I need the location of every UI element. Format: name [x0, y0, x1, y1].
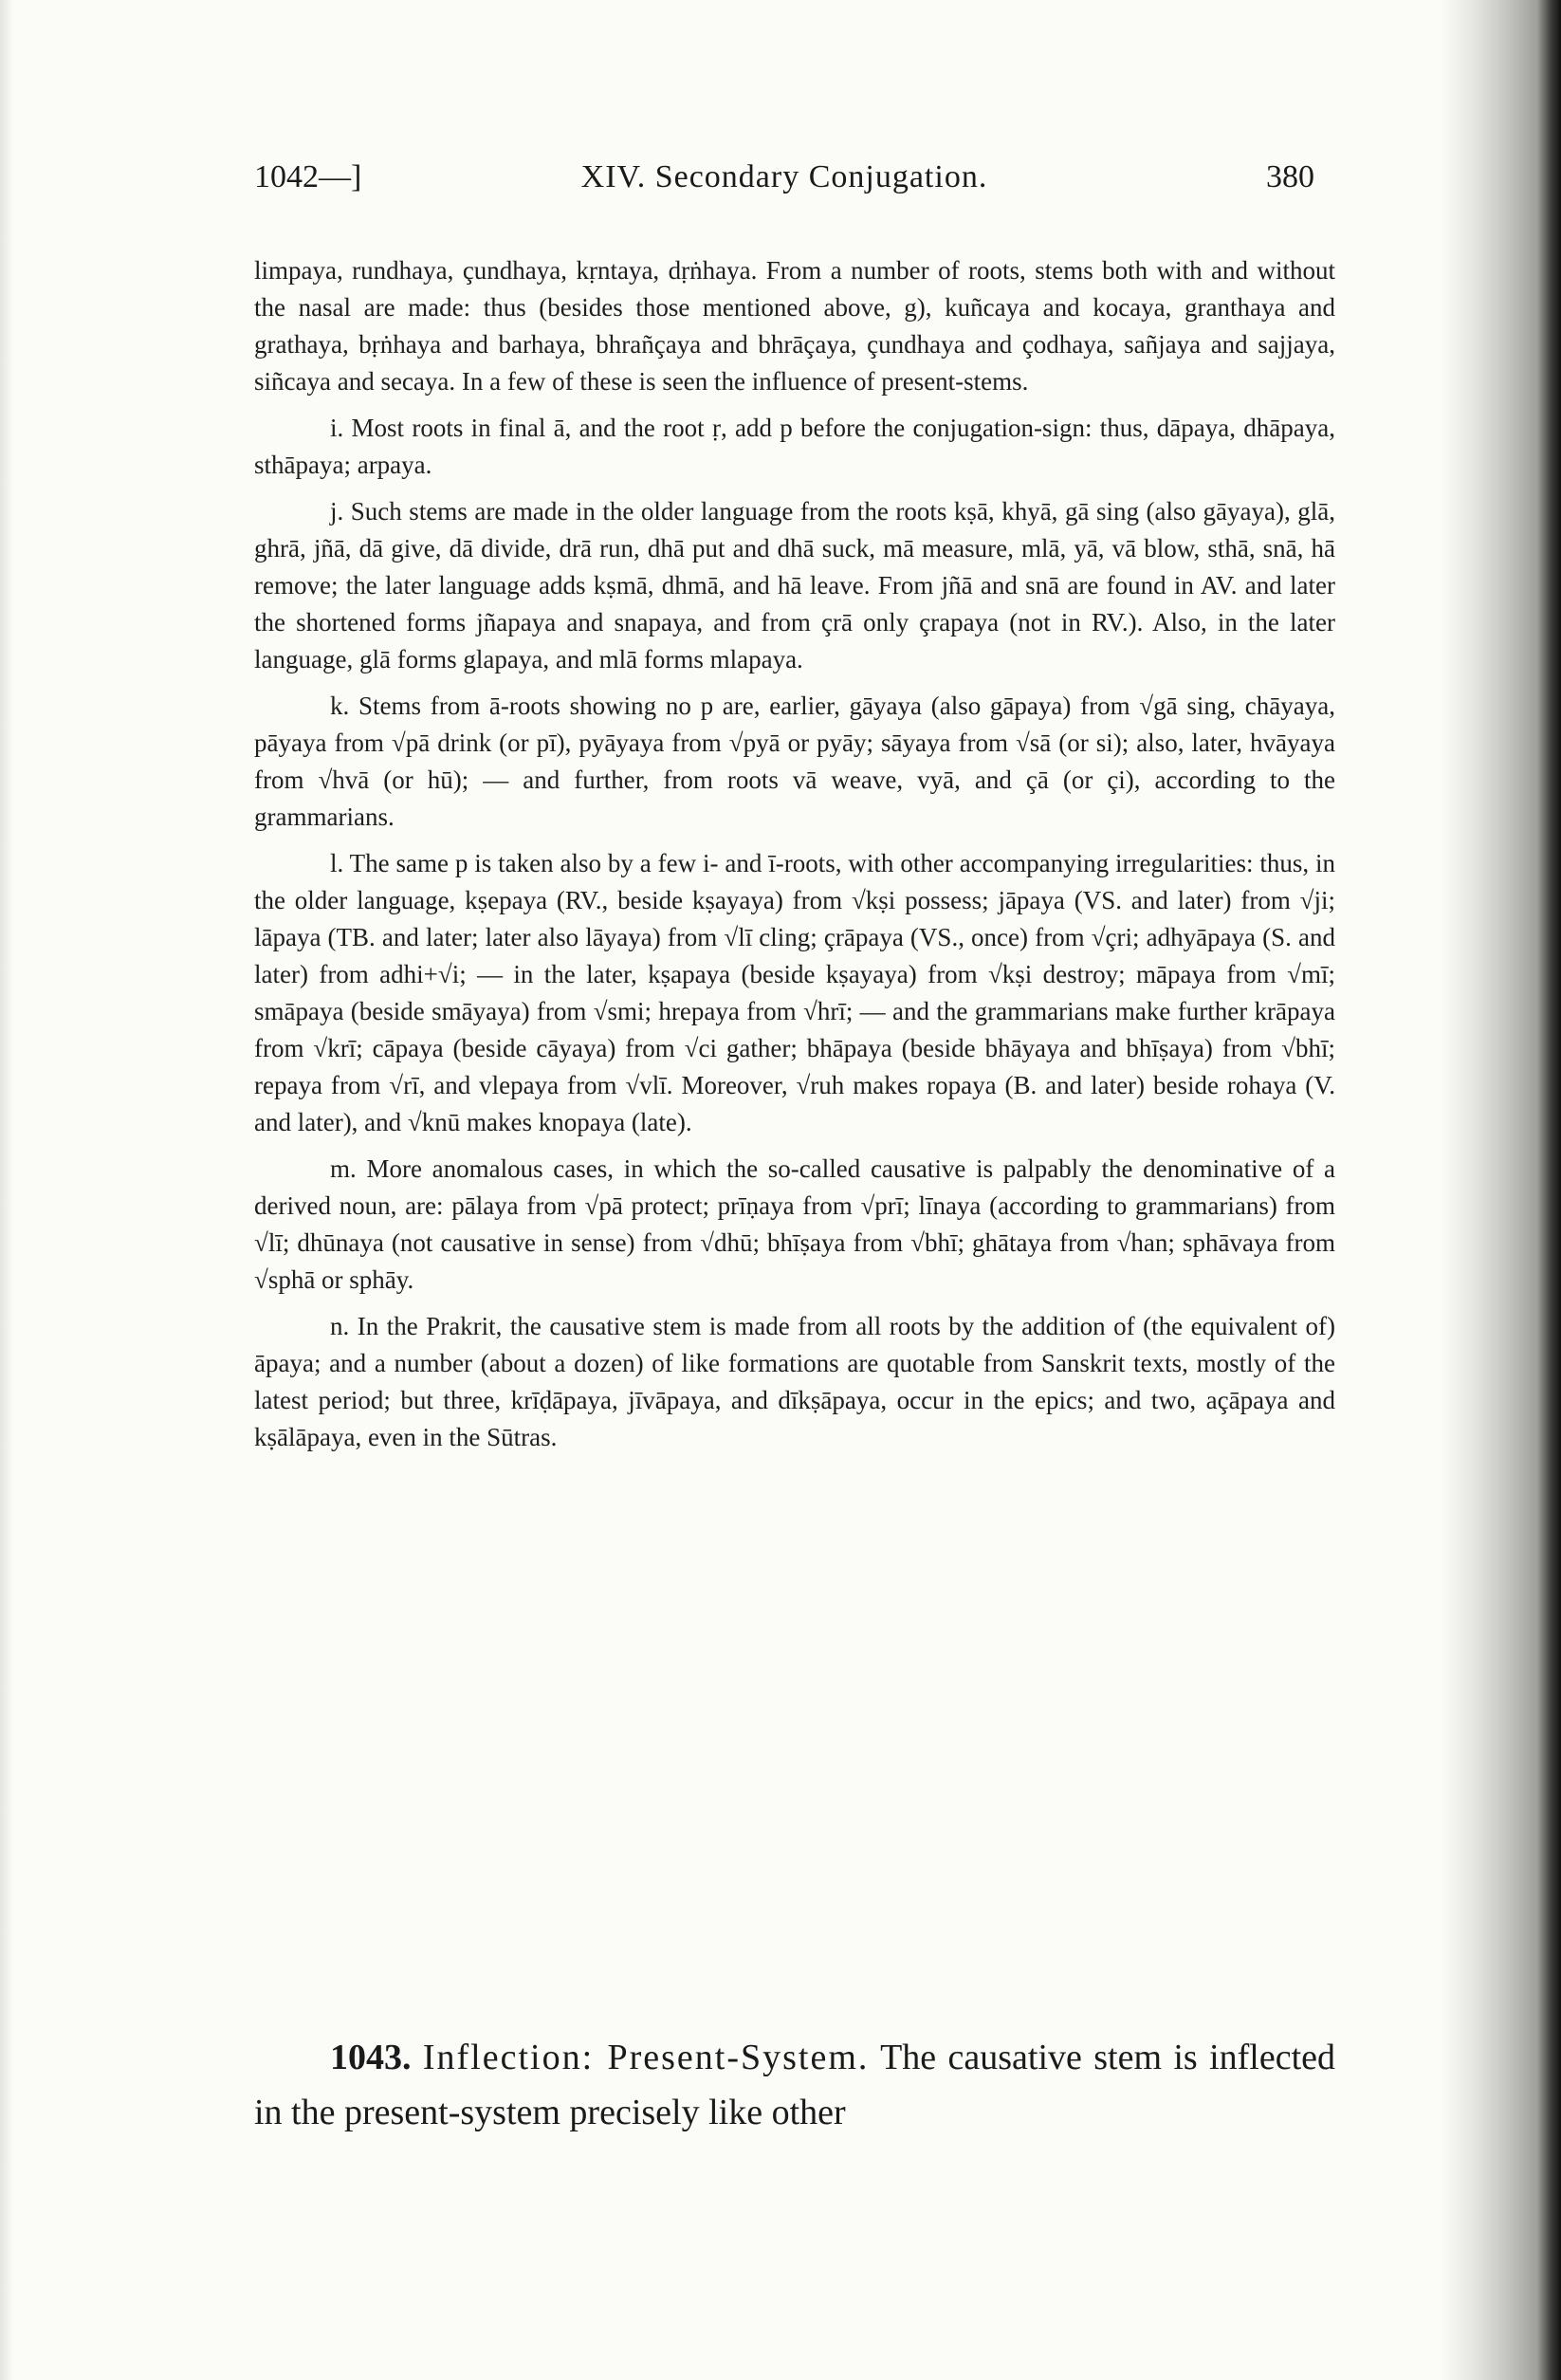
section-heading: Inflection: Present-System. — [422, 2038, 870, 2077]
paragraph-i: i. Most roots in final ā, and the root ṛ, add p before the conjugation-sign: thus, dāpaya, dhāpaya, sthāpaya; arpaya. — [254, 414, 1335, 479]
body-text — [254, 252, 1335, 1466]
paragraph-j: j. Such stems are made in the older language from the roots kṣā, khyā, gā sing (also gāyaya), glā, ghrā, jñā, dā give, dā divide, drā run, dhā put and dhā suck, mā measure, mlā, yā, vā blow, sthā, snā, hā remove; the later language adds kṣmā, dhmā, and hā leave. From jñā and snā are found in AV. and later the shortened forms jñapaya and snapaya, and from çrā only çrapaya (not in RV.). Also, in the later language, glā forms glapaya, and mlā forms mlapaya. — [254, 497, 1335, 673]
scan-shadow-right — [1442, 0, 1561, 2380]
paragraph-l: l. The same p is taken also by a few i- and ī-roots, with other accompanying irregularities: thus, in the older language, kṣepaya (RV., beside kṣayaya) from √kṣi possess; jāpaya (VS. and later) from √ji; lāpaya (TB. and later; later also lāyaya) from √lī cling; çrāpaya (VS., once) from √çri; adhyāpaya (S. and later) from adhi+√i; — in the later, kṣapaya (beside kṣayaya) from √kṣi destroy; māpaya from √mī; smāpaya (beside smāyaya) from √smi; hrepaya from √hrī; — and the grammarians make further krāpaya from √krī; cāpaya (beside cāyaya) from √ci gather; bhāpaya (beside bhāyaya and bhīṣaya) from √bhī; repaya from √rī, and vlepaya from √vlī. Moreover, √ruh makes ropaya (B. and later) beside rohaya (V. and later), and √knū makes knopaya (late). — [254, 849, 1335, 1136]
paragraph-m: m. More anomalous cases, in which the so-called causative is palpably the denominative of a derived noun, are: pālaya from √pā protect; prīṇaya from √prī; līnaya (according to grammarians) from √lī; dhūnaya (not causative in sense) from √dhū; bhīṣaya from √bhī; ghātaya from √han; sphāvaya from √sphā or sphāy. — [254, 1154, 1335, 1294]
paragraph-n: n. In the Prakrit, the causative stem is made from all roots by the addition of (the equivalent of) āpaya; and a number (about a dozen) of like formations are quotable from Sanskrit texts, mostly of the latest period; but three, krīḍāpaya, jīvāpaya, and dīkṣāpaya, occur in the epics; and two, açāpaya and kṣālāpaya, even in the Sūtras. — [254, 1312, 1335, 1451]
section-number: 1043. — [330, 2038, 412, 2077]
running-header — [254, 159, 1314, 209]
section-text: The causative stem is inflected in the present-system precisely like other — [254, 2038, 1335, 2132]
section-1043 — [254, 2030, 1335, 2140]
chapter-title: XIV. Secondary Conjugation. — [580, 159, 988, 194]
scan-edge-left — [0, 0, 13, 2380]
paragraph-k: k. Stems from ā-roots showing no p are, earlier, gāyaya (also gāpaya) from √gā sing, chāyaya, pāyaya from √pā drink (or pī), pyāyaya from √pyā or pyāy; sāyaya from √sā (or si); also, later, hvāyaya from √hvā (or hū); — and further, from roots vā weave, vyā, and çā (or çi), according to the grammarians. — [254, 692, 1335, 831]
section-reference: 1042—] — [254, 159, 362, 194]
paragraph-continuation: limpaya, rundhaya, çundhaya, kṛntaya, dṛṅhaya. From a number of roots, stems both with and without the nasal are made: thus (besides those mentioned above, g), kuñcaya and kocaya, granthaya and grathaya, bṛṅhaya and barhaya, bhrañçaya and bhrāçaya, çundhaya and çodhaya, sañjaya and sajjaya, siñcaya and secaya. In a few of these is seen the influence of present-stems. — [254, 256, 1335, 396]
page-number: 380 — [1266, 159, 1314, 194]
